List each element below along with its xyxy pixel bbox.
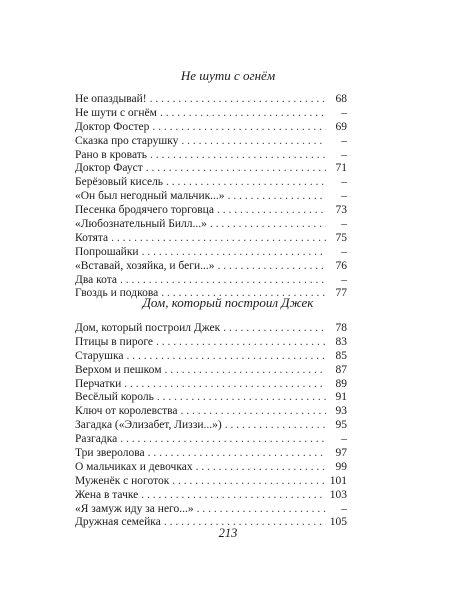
toc-entry-title: «Вставай, хозяйка, и беги...» bbox=[75, 259, 215, 272]
toc-entry bbox=[75, 176, 347, 190]
toc-entry bbox=[75, 489, 347, 503]
dot-leader bbox=[156, 336, 326, 350]
toc-entry-title: Песенка бродячего торговца bbox=[75, 204, 214, 217]
toc-entry bbox=[75, 475, 347, 489]
toc-entry-page: 75 bbox=[335, 231, 347, 244]
dot-leader bbox=[157, 391, 326, 405]
toc-entry-page: 73 bbox=[335, 204, 347, 217]
dot-leader bbox=[141, 489, 326, 503]
toc-entry-title: Берёзовый кисель bbox=[75, 176, 164, 189]
toc-entry-page: 89 bbox=[335, 377, 347, 390]
toc-entry bbox=[75, 246, 347, 260]
toc-entry-page: – bbox=[341, 106, 347, 119]
toc-entry-page: 103 bbox=[329, 488, 347, 501]
toc-entry bbox=[75, 93, 347, 107]
toc-entry-page: 87 bbox=[335, 363, 347, 376]
toc-list-1 bbox=[75, 93, 347, 301]
dot-leader bbox=[217, 260, 326, 274]
toc-entry-title: Муженёк с ноготок bbox=[75, 474, 170, 487]
toc-entry-title: Гвоздь и подкова bbox=[75, 287, 159, 300]
toc-entry-title: Не шути с огнём bbox=[75, 106, 157, 119]
toc-entry-page: – bbox=[341, 134, 347, 147]
toc-entry-title: Не опаздывай! bbox=[75, 93, 147, 105]
section-title-1: Не шути с огнём bbox=[180, 68, 276, 83]
toc-entry-page: 83 bbox=[335, 335, 347, 348]
toc-entry bbox=[75, 419, 347, 433]
dot-leader bbox=[152, 121, 326, 135]
toc-entry-page: 101 bbox=[329, 474, 347, 487]
toc-entry-title: Дом, который построил Джек bbox=[75, 322, 221, 334]
dot-leader bbox=[225, 419, 326, 433]
toc-entry-page: – bbox=[341, 176, 347, 189]
toc-entry-title: Птицы в пироге bbox=[75, 335, 154, 348]
toc-entry-page: – bbox=[341, 502, 347, 515]
toc-entry-title: Загадка («Элизабет, Лиззи...») bbox=[75, 419, 222, 432]
dot-leader bbox=[160, 107, 326, 121]
toc-entry-title: Перчатки bbox=[75, 377, 122, 390]
dot-leader bbox=[148, 447, 326, 461]
toc-entry bbox=[75, 391, 347, 405]
toc-entry-title: Жена в тачке bbox=[75, 488, 139, 501]
toc-entry-title: Верхом и пешком bbox=[75, 363, 162, 376]
toc-entry bbox=[75, 322, 347, 336]
toc-entry-page: – bbox=[341, 245, 347, 258]
toc-entry-title: «Он был негодный мальчик...» bbox=[75, 190, 225, 203]
dot-leader bbox=[228, 190, 326, 204]
section-title-2: Дом, который построил Джек bbox=[142, 295, 314, 310]
toc-entry-title: Котята bbox=[75, 231, 109, 244]
toc-entry bbox=[75, 378, 347, 392]
toc-entry bbox=[75, 121, 347, 135]
toc-entry-title: О мальчиках и девочках bbox=[75, 460, 193, 473]
page-number: 213 bbox=[218, 526, 238, 540]
dot-leader bbox=[127, 350, 326, 364]
dot-leader bbox=[172, 475, 326, 489]
dot-leader bbox=[197, 503, 326, 517]
toc-entry-page: 93 bbox=[335, 405, 347, 418]
toc-entry bbox=[75, 336, 347, 350]
dot-leader bbox=[181, 135, 326, 149]
toc-entry bbox=[75, 218, 347, 232]
toc-entry-title: Доктор Фауст bbox=[75, 162, 143, 175]
toc-entry-title: Разгадка bbox=[75, 433, 118, 446]
toc-entry-title: Рано в кровать bbox=[75, 148, 148, 161]
toc-entry bbox=[75, 190, 347, 204]
toc-entry bbox=[75, 405, 347, 419]
dot-leader bbox=[217, 204, 326, 218]
dot-leader bbox=[210, 218, 326, 232]
toc-entry-page: – bbox=[341, 433, 347, 446]
dot-leader bbox=[124, 378, 326, 392]
toc-entry-page: 99 bbox=[335, 460, 347, 473]
toc-entry-title: Дружная семейка bbox=[75, 516, 161, 529]
dot-leader bbox=[181, 405, 326, 419]
dot-leader bbox=[111, 232, 326, 246]
toc-entry-title: «Я замуж иду за него...» bbox=[75, 502, 194, 515]
toc-entry bbox=[75, 135, 347, 149]
dot-leader bbox=[150, 93, 326, 107]
toc-entry bbox=[75, 204, 347, 218]
toc-entry bbox=[75, 350, 347, 364]
toc-entry-page: – bbox=[341, 218, 347, 231]
toc-entry-title: Доктор Фостер bbox=[75, 120, 150, 133]
toc-entry-title: Старушка bbox=[75, 349, 124, 362]
toc-entry-title: Три зверолова bbox=[75, 447, 145, 460]
dot-leader bbox=[142, 246, 326, 260]
toc-entry bbox=[75, 162, 347, 176]
toc-entry-page: – bbox=[341, 190, 347, 203]
toc-list-2 bbox=[75, 322, 347, 530]
toc-entry-title: Два кота bbox=[75, 273, 117, 286]
dot-leader bbox=[150, 149, 326, 163]
dot-leader bbox=[146, 162, 326, 176]
toc-entry bbox=[75, 364, 347, 378]
toc-entry bbox=[75, 107, 347, 121]
toc-entry bbox=[75, 447, 347, 461]
toc-entry bbox=[75, 433, 347, 447]
toc-entry-page: 91 bbox=[335, 391, 347, 404]
dot-leader bbox=[120, 274, 326, 288]
toc-entry-page: 105 bbox=[329, 516, 347, 529]
toc-entry-page: 95 bbox=[335, 419, 347, 432]
toc-entry-title: «Любознательный Билл...» bbox=[75, 218, 207, 231]
toc-entry-page: 76 bbox=[335, 259, 347, 272]
toc-entry-page: 78 bbox=[335, 322, 347, 334]
toc-entry-title: Весёлый король bbox=[75, 391, 154, 404]
toc-entry-title: Ключ от королевства bbox=[75, 405, 178, 418]
toc-entry bbox=[75, 260, 347, 274]
dot-leader bbox=[166, 176, 326, 190]
toc-entry-title: Попрошайки bbox=[75, 245, 139, 258]
toc-entry bbox=[75, 274, 347, 288]
toc-entry bbox=[75, 149, 347, 163]
toc-entry-page: 71 bbox=[335, 162, 347, 175]
toc-entry-page: 69 bbox=[335, 120, 347, 133]
toc-entry-page: 97 bbox=[335, 447, 347, 460]
toc-entry-page: – bbox=[341, 273, 347, 286]
dot-leader bbox=[120, 433, 326, 447]
toc-entry bbox=[75, 461, 347, 475]
toc-entry-page: 77 bbox=[335, 287, 347, 300]
toc-entry bbox=[75, 232, 347, 246]
dot-leader bbox=[196, 461, 326, 475]
toc-entry-page: 68 bbox=[335, 93, 347, 105]
toc-entry-page: – bbox=[341, 148, 347, 161]
dot-leader bbox=[164, 364, 326, 378]
toc-entry bbox=[75, 503, 347, 517]
dot-leader bbox=[223, 322, 326, 336]
toc-entry-page: 85 bbox=[335, 349, 347, 362]
toc-entry-title: Сказка про старушку bbox=[75, 134, 179, 147]
